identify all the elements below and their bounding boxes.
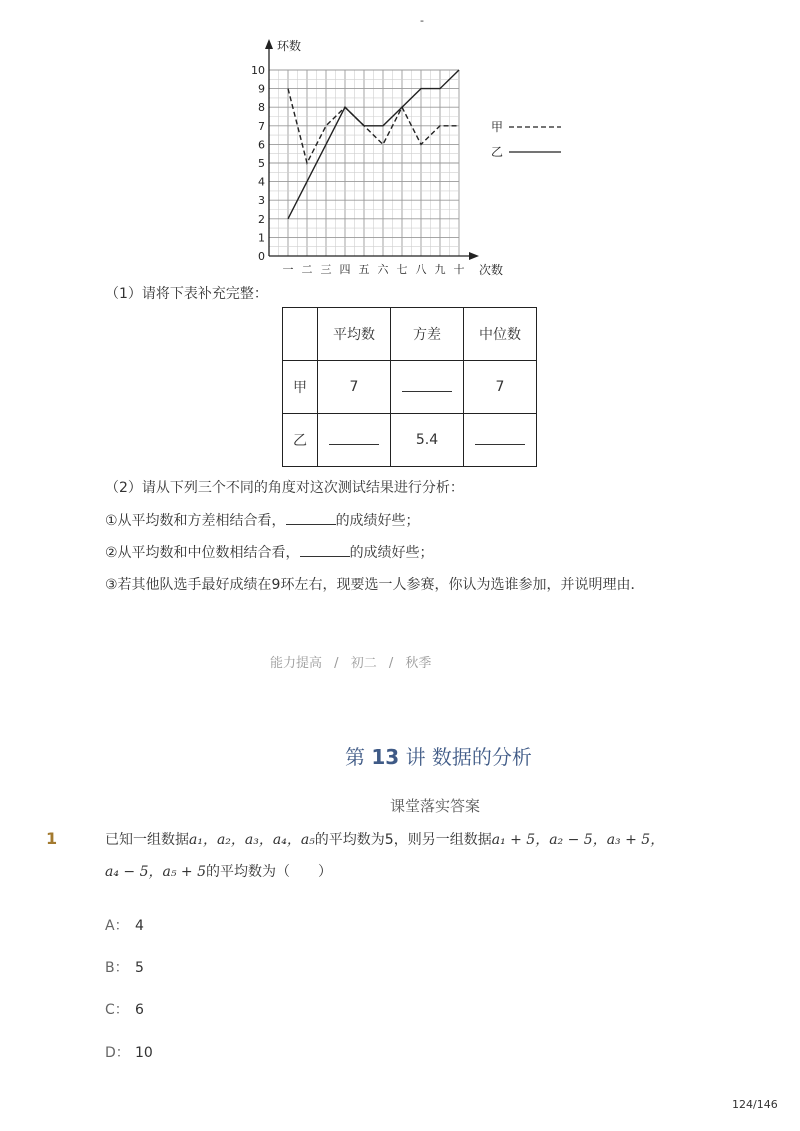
lesson-number: 13	[371, 745, 400, 769]
option-b[interactable]	[105, 957, 144, 977]
answer-blank[interactable]	[475, 432, 525, 445]
table-header-row	[283, 308, 537, 361]
y-axis-label: 环数	[277, 39, 302, 53]
option-c[interactable]	[105, 999, 144, 1019]
y-tick-label: 4	[258, 175, 265, 189]
lesson-title-text: 讲 数据的分析	[405, 745, 532, 769]
y-tick-label: 10	[251, 64, 265, 77]
x-tick-label: 九	[434, 263, 446, 276]
y-tick-label: 1	[258, 231, 265, 245]
q2-item-1	[105, 510, 420, 530]
footer-separator: /	[388, 656, 394, 671]
option-value: 4	[135, 918, 144, 934]
x-tick-label: 七	[396, 263, 408, 276]
section-subtitle: 课堂落实答案	[390, 797, 481, 815]
stats-table	[282, 307, 537, 467]
y-axis-arrow	[265, 39, 273, 49]
question-math: a₁，a₂，a₃，a₄，a₅	[189, 832, 315, 848]
y-tick-label: 0	[258, 250, 265, 263]
q2-item-text: ②从平均数和中位数相结合看，	[105, 545, 300, 561]
footer-breadcrumb	[270, 652, 431, 671]
option-label: B：	[105, 960, 129, 976]
row-label: 乙	[283, 414, 318, 467]
y-tick-label: 2	[258, 212, 265, 226]
cell-median: 7	[464, 361, 537, 414]
x-tick-label: 六	[377, 263, 389, 276]
x-tick-label: 一	[282, 263, 294, 276]
lesson-title-prefix: 第	[345, 745, 365, 769]
table-header-cell: 方差	[391, 308, 464, 361]
y-tick-label: 9	[258, 82, 265, 96]
table-header-cell: 平均数	[318, 308, 391, 361]
table-row	[283, 361, 537, 414]
y-tick-label: 5	[258, 157, 265, 170]
y-tick-label: 6	[258, 138, 265, 152]
option-d[interactable]	[105, 1042, 153, 1062]
question-text: 已知一组数据	[105, 832, 189, 848]
cell-variance: 5.4	[391, 414, 464, 467]
answer-blank[interactable]	[300, 544, 350, 557]
q2-item-3: ③若其他队选手最好成绩在9环左右，现要选一人参赛，你认为选谁参加，并说明理由．	[105, 577, 645, 593]
option-label: A：	[105, 918, 129, 934]
x-tick-label: 十	[453, 263, 465, 276]
question-math: a₄ − 5，a₅ + 5	[105, 864, 206, 880]
x-tick-label: 三	[320, 263, 332, 276]
option-value: 6	[135, 1002, 144, 1018]
x-axis-arrow	[469, 252, 479, 260]
answer-blank[interactable]	[329, 432, 379, 445]
answer-blank[interactable]	[286, 512, 336, 525]
question-line-1	[105, 829, 664, 849]
q2-prompt: （2）请从下列三个不同的角度对这次测试结果进行分析：	[105, 480, 464, 496]
q2-item-text: 的成绩好些；	[335, 513, 420, 529]
cell-mean: 7	[318, 361, 391, 414]
row-label: 甲	[283, 361, 318, 414]
footer-separator: /	[334, 656, 339, 671]
footer-part: 能力提高	[270, 656, 323, 671]
x-tick-label: 二	[301, 263, 313, 276]
question-math: a₁ + 5，a₂ − 5，a₃ + 5，	[491, 832, 665, 848]
answer-blank[interactable]	[402, 379, 452, 392]
question-line-2	[105, 861, 332, 881]
question-text: 的平均数为（ ）	[206, 864, 332, 880]
footer-part: 秋季	[405, 656, 432, 671]
cell-blank[interactable]	[464, 414, 537, 467]
page-number: 124/146	[732, 1098, 778, 1111]
option-label: D：	[105, 1045, 130, 1061]
table-row	[283, 414, 537, 467]
legend-label: 甲	[491, 120, 504, 134]
question-number: 1	[46, 829, 58, 848]
y-tick-label: 3	[258, 194, 265, 208]
top-mark: -	[420, 14, 424, 27]
q2-item-text: 的成绩好些；	[349, 545, 434, 561]
lesson-title	[345, 741, 532, 770]
table-header-cell	[283, 308, 318, 361]
x-tick-label: 五	[358, 263, 370, 276]
legend-label: 乙	[491, 145, 504, 159]
x-axis-label: 次数	[479, 263, 504, 277]
question-text: 的平均数为5，则另一组数据	[314, 832, 492, 848]
footer-part: 初二	[350, 656, 377, 671]
cell-blank[interactable]	[318, 414, 391, 467]
x-tick-label: 四	[339, 263, 351, 276]
cell-blank[interactable]	[391, 361, 464, 414]
y-tick-label: 8	[258, 101, 265, 115]
q1-prompt: （1）请将下表补充完整：	[105, 286, 268, 302]
option-value: 5	[135, 960, 144, 976]
q2-item-text: ①从平均数和方差相结合看，	[105, 513, 286, 529]
option-value: 10	[135, 1045, 153, 1061]
option-a[interactable]	[105, 915, 144, 935]
line-chart	[250, 35, 580, 280]
x-tick-label: 八	[415, 263, 427, 276]
y-tick-label: 7	[258, 119, 265, 133]
table-header-cell: 中位数	[464, 308, 537, 361]
option-label: C：	[105, 1002, 129, 1018]
q2-item-2	[105, 542, 434, 562]
